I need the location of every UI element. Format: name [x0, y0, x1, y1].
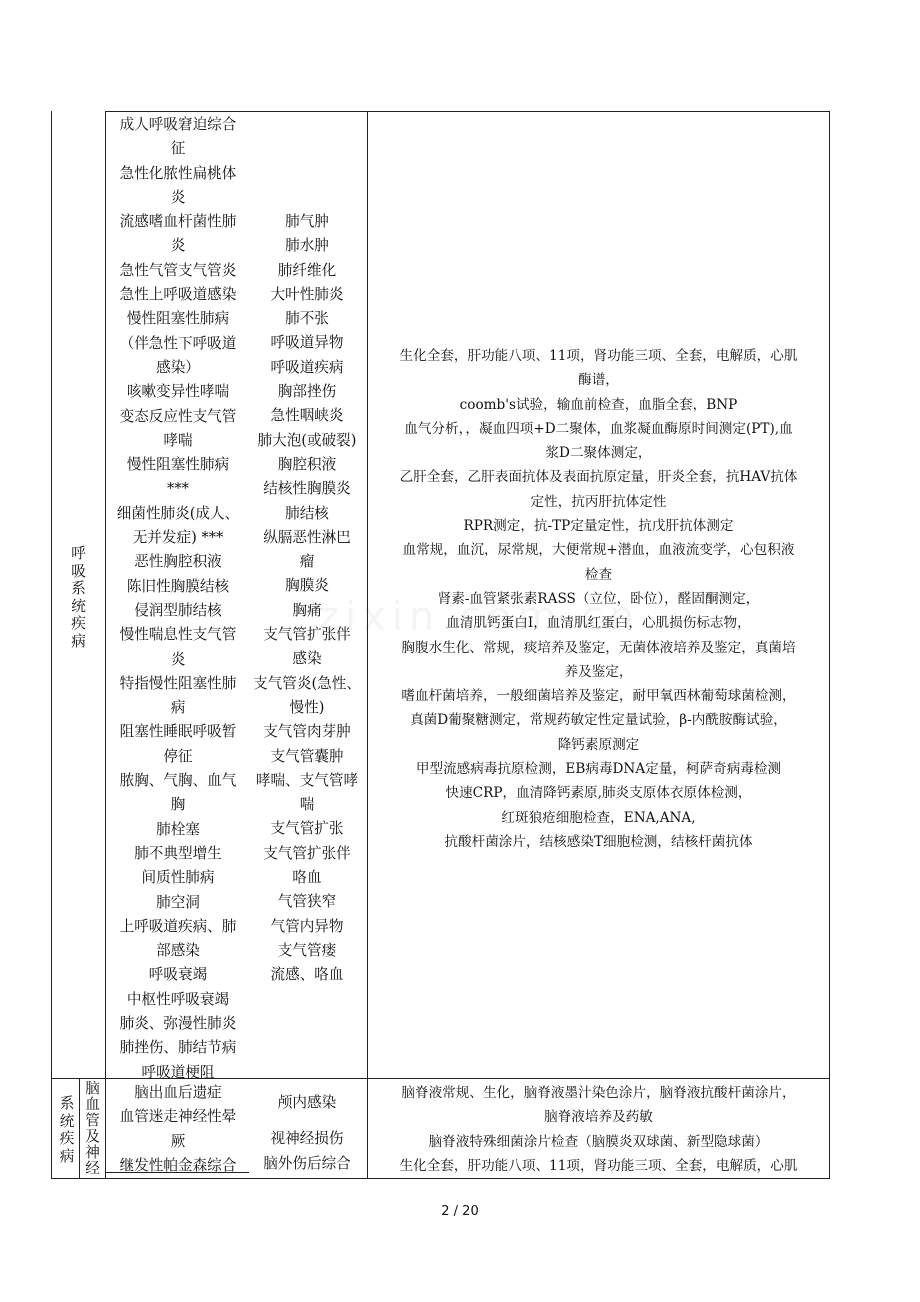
disease-line: 肺挫伤、肺结节病 [119, 1039, 237, 1057]
test-line: 红斑狼疮细胞检查，ENA,ANA, [501, 809, 696, 826]
disease-line: 成人呼吸窘迫综合 [119, 116, 237, 133]
disease-line: 征 [170, 140, 186, 158]
disease-line: 支气管囊肿 [270, 747, 344, 765]
disease-line: 颅内感染 [277, 1094, 337, 1111]
table-top-border [105, 111, 830, 112]
disease-line: 血管迷走神经性晕 [119, 1108, 237, 1126]
disease-line: 咯血 [292, 869, 322, 887]
test-line: 血清肌钙蛋白I，血清肌红蛋白，心肌损伤标志物， [446, 615, 751, 632]
disease-line: 脑出血后遗症 [134, 1084, 222, 1101]
test-line: coomb's试验，输血前检查，血脂全套，BNP [459, 396, 738, 413]
disease-line: 支气管瘘 [277, 941, 337, 959]
disease-line: 肺空洞 [156, 893, 200, 911]
subcategory-label-cerebrovascular: 脑 血 管 及 神 经 [85, 1080, 100, 1177]
disease-line: 肺纤维化 [277, 261, 337, 279]
test-line: 肾素-血管紧张素RASS（立位，卧位），醛固酮测定， [437, 590, 760, 607]
disease-line: 中枢性呼吸衰竭 [126, 990, 230, 1008]
disease-line: 肺大泡(或破裂) [257, 431, 357, 449]
disease-line: 继发性帕金森综合 [119, 1156, 237, 1174]
disease-line: 呼吸衰竭 [148, 966, 208, 984]
page-number: 2 / 20 [441, 1204, 479, 1219]
disease-line: 阻塞性睡眠呼吸暂 [119, 723, 237, 741]
test-line: 真菌D葡聚糖测定，常规药敏定性定量试验，β-内酰胺酶试验， [410, 712, 787, 729]
disease-line: 部感染 [156, 942, 200, 960]
disease-line: 急性上呼吸道感染 [119, 286, 237, 304]
test-line: 降钙素原测定 [557, 736, 640, 753]
test-line: 生化全套，肝功能八项、11项，肾功能三项、全套，电解质，心肌 [399, 348, 798, 364]
disease-line: 气管内异物 [270, 917, 344, 935]
disease-line: （伴急性下呼吸道 [119, 334, 237, 352]
disease-list-a-neuro [106, 1081, 250, 1178]
disease-line: 结核性胸膜炎 [263, 480, 351, 498]
disease-line: 感染） [156, 358, 200, 376]
test-line: RPR测定，抗-TP定量定性，抗戊肝抗体测定 [463, 518, 734, 535]
disease-line: 特指慢性阻塞性肺 [119, 674, 237, 692]
disease-line: 纵膈恶性淋巴 [263, 528, 351, 546]
disease-line: 哮喘、支气管哮 [255, 771, 359, 789]
table-right-border [829, 111, 830, 1179]
disease-line: 支气管炎(急性、 [253, 674, 361, 692]
test-line: 酶谱， [578, 372, 619, 389]
disease-list-a-respiratory [106, 113, 250, 1085]
disease-line: 胸 [170, 796, 186, 814]
test-line: 生化全套，肝功能八项、11项，肾功能三项、全套，电解质，心肌 [399, 1157, 798, 1174]
disease-line: 急性气管支气管炎 [119, 261, 237, 279]
test-line: 嗜血杆菌培养，一般细菌培养及鉴定，耐甲氧西林葡萄球菌检测， [401, 688, 796, 705]
disease-line: 细菌性肺炎(成人、 [116, 504, 240, 522]
disease-line: 急性咽峡炎 [270, 407, 344, 425]
test-line: 浆D二聚体测定， [545, 445, 652, 462]
disease-line: 肺不张 [285, 310, 329, 328]
disease-line: 支气管肉芽肿 [263, 723, 351, 741]
disease-line: 炎 [170, 188, 186, 206]
disease-line: 气管狭窄 [277, 893, 337, 911]
disease-line: 喘 [299, 796, 315, 814]
table-left-border [51, 111, 52, 1179]
disease-line: 感染 [292, 650, 322, 668]
category-label-system-disease: 系 统 疾 病 [59, 1095, 75, 1165]
disease-line: 炎 [170, 650, 186, 668]
disease-line: 慢性阻塞性肺病 [126, 310, 230, 328]
disease-line: 急性化脓性扁桃体 [119, 164, 237, 182]
disease-line: 胸部挫伤 [277, 383, 337, 401]
test-line: 脑脊液特殊细菌涂片检查（脑膜炎双球菌、新型隐球菌） [428, 1133, 769, 1150]
disease-line: 厥 [170, 1132, 186, 1150]
test-line: 胸腹水生化、常规，痰培养及鉴定，无菌体液培养及鉴定，真菌培 [401, 639, 796, 656]
disease-line: 慢性阻塞性肺病 [126, 456, 230, 474]
disease-line: 病 [170, 699, 186, 717]
disease-line: 视神经损伤 [270, 1130, 344, 1148]
disease-line: 恶性胸腔积液 [134, 553, 222, 571]
test-line: 抗酸杆菌涂片，结核感染T细胞检测，结核杆菌抗体 [444, 833, 753, 850]
disease-line: 肺栓塞 [156, 820, 200, 838]
disease-line: 咳嗽变异性哮喘 [126, 383, 230, 401]
disease-line: 流感嗜血杆菌性肺 [119, 213, 237, 231]
disease-line: 肺结核 [285, 504, 329, 522]
test-line: 脑脊液常规、生化，脑脊液墨汁染色涂片，脑脊液抗酸杆菌涂片， [401, 1085, 796, 1101]
disease-line: 肺炎、弥漫性肺炎 [119, 1014, 237, 1032]
disease-line: 陈旧性胸膜结核 [126, 577, 230, 595]
disease-list-b-neuro [248, 1091, 366, 1176]
disease-line: 慢性喘息性支气管 [119, 626, 237, 644]
test-line: 甲型流感病毒抗原检测，EB病毒DNA定量，柯萨奇病毒检测 [415, 761, 782, 778]
disease-line: 上呼吸道疾病、肺 [119, 917, 237, 935]
test-line: 血气分析，，凝血四项+D二聚体，血浆凝血酶原时间测定(PT),血 [404, 420, 793, 437]
disease-line: 支气管扩张伴 [263, 626, 351, 644]
disease-line: 无并发症) *** [132, 529, 224, 547]
disease-line: 变态反应性支气管 [119, 407, 237, 425]
test-line: 脑脊液培养及药敏 [544, 1109, 653, 1126]
disease-line: 脑外伤后综合 [263, 1154, 351, 1172]
test-list-neuro [368, 1081, 829, 1178]
disease-line: 肺气肿 [285, 213, 329, 230]
watermark [318, 594, 640, 640]
disease-line: 支气管扩张 [270, 820, 344, 838]
disease-line: 支气管扩张伴 [263, 844, 351, 862]
test-line: 快速CRP，血清降钙素原,肺炎支原体衣原体检测， [445, 785, 752, 802]
category-label-respiratory: 呼 吸 系 统 疾 病 [71, 545, 86, 650]
disease-line: 炎 [170, 237, 186, 255]
test-line: 血常规，血沉，尿常规，大便常规+潜血，血液流变学，心包积液 [402, 542, 795, 559]
disease-line: 瘤 [299, 553, 315, 571]
disease-line: 胸痛 [292, 601, 322, 619]
disease-line: 大叶性肺炎 [270, 285, 344, 303]
disease-line: 呼吸道疾病 [270, 358, 344, 376]
disease-line: 停征 [163, 747, 193, 765]
disease-line: 间质性肺病 [141, 869, 215, 887]
disease-line: 哮喘 [163, 431, 193, 449]
disease-line: 脓胸、气胸、血气 [119, 772, 237, 790]
disease-line: 胸膜炎 [285, 577, 329, 595]
disease-line: 慢性) [289, 698, 325, 716]
test-line: 养及鉴定， [564, 663, 633, 680]
disease-line: *** [167, 480, 189, 498]
disease-line: 侵润型肺结核 [134, 601, 222, 619]
test-line: 定性，抗丙肝抗体定性 [530, 493, 667, 510]
disease-line: 流感、咯血 [270, 966, 344, 984]
disease-line: 呼吸道异物 [270, 334, 344, 352]
test-line: 乙肝全套，乙肝表面抗体及表面抗原定量，肝炎全套，抗HAV抗体 [399, 469, 798, 486]
disease-line: 呼吸道梗阻 [141, 1063, 215, 1081]
test-line: 检查 [584, 566, 613, 583]
disease-line: 胸腔积液 [277, 455, 337, 473]
disease-line: 肺不典型增生 [134, 844, 222, 862]
disease-line: 肺水肿 [285, 237, 329, 255]
